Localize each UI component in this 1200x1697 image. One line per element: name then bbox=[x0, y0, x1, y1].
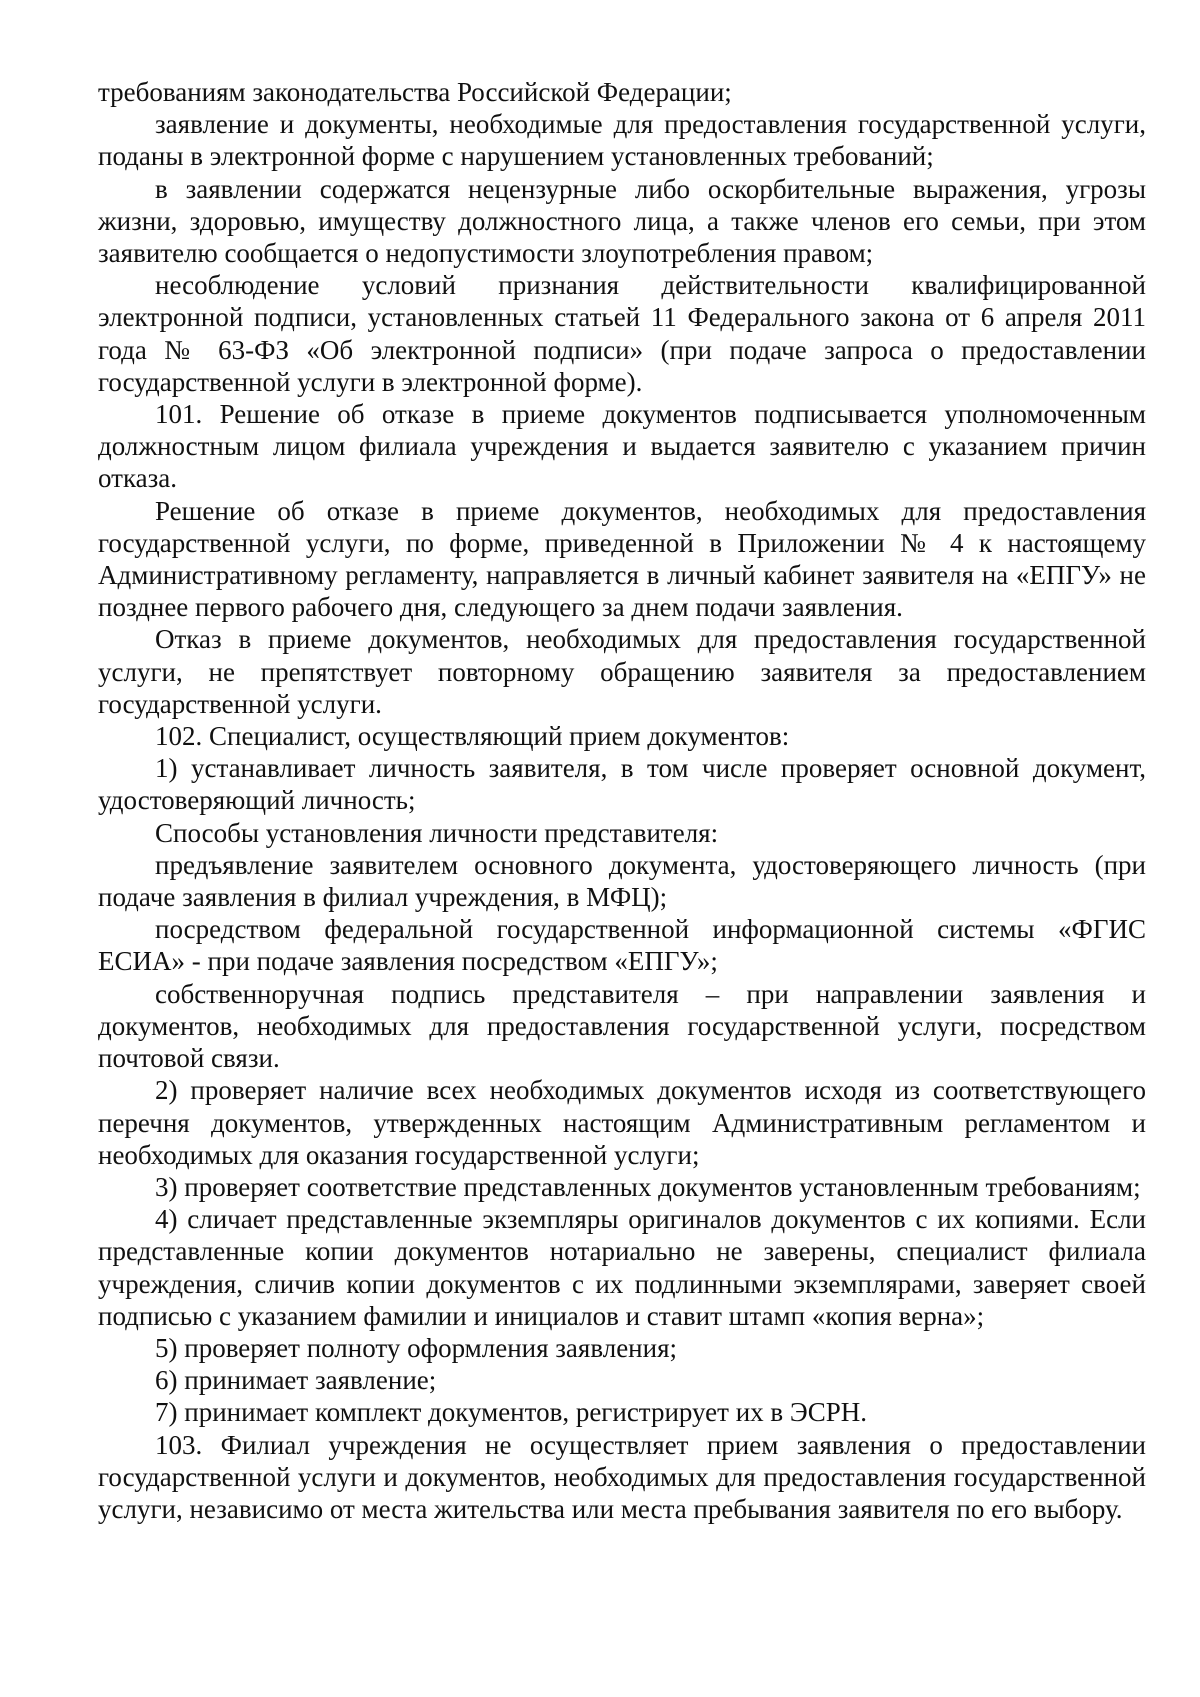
list-item: 7) принимает комплект документов, регистрирует их в ЭСРН. bbox=[155, 1397, 868, 1428]
list-item: 2) проверяет наличие всех необходимых документов исходя из соответствующего перечня документов, утвержденных настоящим Административным регламентом и необходимых для оказания государственной услуги; bbox=[98, 1075, 1146, 1170]
paragraph: Способы установления личности представителя: bbox=[155, 817, 719, 848]
paragraph-103: 103. Филиал учреждения не осуществляет прием заявления о предоставлении государственной услуги и документов, необходимых для предоставления государственной услуги, независимо от места жительства или места пребывания заявителя по его выбору. bbox=[98, 1429, 1146, 1524]
paragraph: требованиям законодательства Российской Федерации; bbox=[98, 77, 732, 107]
list-item: 6) принимает заявление; bbox=[155, 1365, 437, 1396]
list-item: 4) сличает представленные экземпляры оригиналов документов с их копиями. Если представленные копии документов нотариально не заверены, специалист филиала учреждения, сличив копии документов с их подлинными экземплярами, заверяет своей подписью с указанием фамилии и инициалов и ставит штамп «копия верна»; bbox=[98, 1204, 1146, 1331]
list-item: 5) проверяет полноту оформления заявления; bbox=[155, 1332, 678, 1363]
paragraph-102: 102. Специалист, осуществляющий прием документов: bbox=[155, 721, 790, 752]
paragraph: предъявление заявителем основного документа, удостоверяющего личность (при подаче заявления в филиал учреждения, в МФЦ); bbox=[98, 849, 1146, 913]
paragraph: в заявлении содержатся нецензурные либо оскорбительные выражения, угрозы жизни, здоровью, имуществу должностного лица, а также членов его семьи, при этом заявителю сообщается о недопустимости злоупотребления правом; bbox=[98, 173, 1146, 269]
paragraph: Решение об отказе в приеме документов, необходимых для предоставления государственной услуги, по форме, приведенной в Приложении № 4 к настоящему Административному регламенту, направляется в личный кабинет заявителя на «ЕПГУ» не позднее первого рабочего дня, следующего за днем подачи заявления. bbox=[98, 495, 1146, 623]
list-item: 1) устанавливает личность заявителя, в том числе проверяет основной документ, удостоверяющий личность; bbox=[98, 753, 1146, 816]
paragraph: заявление и документы, необходимые для предоставления государственной услуги, поданы в электронной форме с нарушением установленных требований; bbox=[98, 109, 1146, 172]
paragraph: несоблюдение условий признания действительности квалифицированной электронной подписи, установленных статьей 11 Федерального закона от 6 апреля 2011 года № 63-ФЗ «Об электронной подписи» (при подаче запроса о предоставлении государственной услуги в электронной форме). bbox=[98, 270, 1146, 397]
paragraph: Отказ в приеме документов, необходимых для предоставления государственной услуги, не препятствует повторному обращению заявителя за предоставлением государственной услуги. bbox=[98, 624, 1146, 719]
paragraph-101: 101. Решение об отказе в приеме документов подписывается уполномоченным должностным лицом филиала учреждения и выдается заявителю с указанием причин отказа. bbox=[98, 399, 1146, 494]
document-body bbox=[98, 76, 1146, 1525]
list-item: 3) проверяет соответствие представленных документов установленным требованиям; bbox=[155, 1171, 1141, 1202]
paragraph: посредством федеральной государственной информационной системы «ФГИС ЕСИА» - при подаче заявления посредством «ЕПГУ»; bbox=[98, 914, 1146, 977]
paragraph: собственноручная подпись представителя – при направлении заявления и документов, необходимых для предоставления государственной услуги, посредством почтовой связи. bbox=[98, 978, 1146, 1074]
